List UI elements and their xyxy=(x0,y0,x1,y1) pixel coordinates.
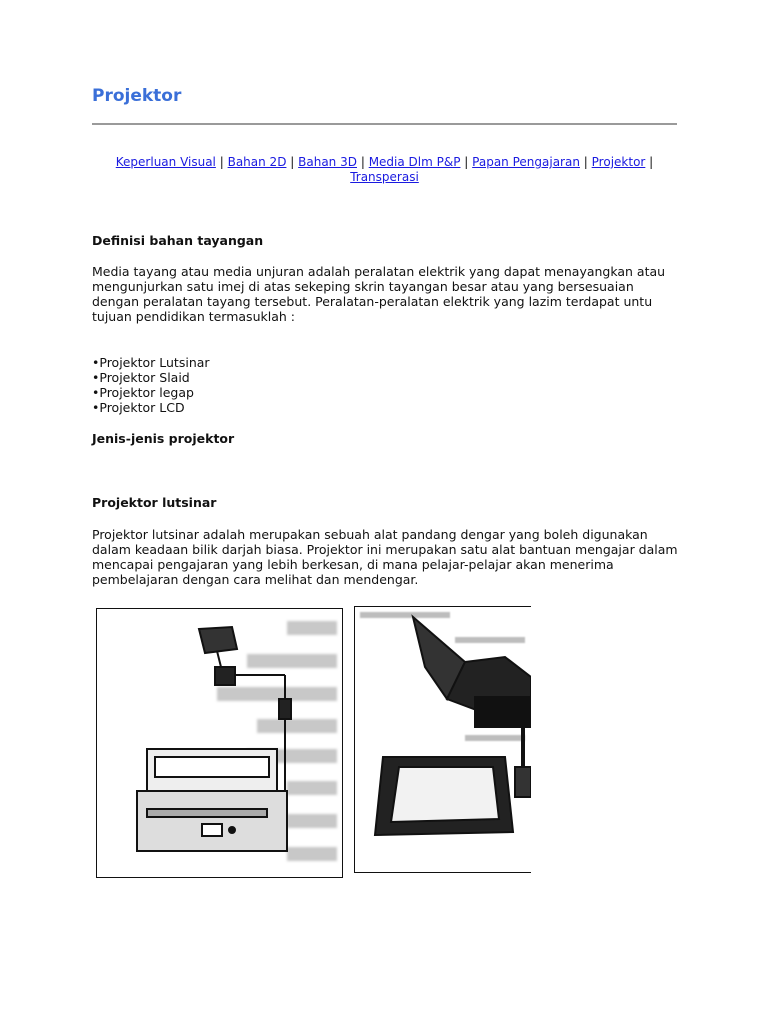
heading-definisi: Definisi bahan tayangan xyxy=(92,233,264,248)
nav-links xyxy=(92,155,677,185)
list-item: • Projektor legap xyxy=(92,385,210,400)
list-item: • Projektor Slaid xyxy=(92,370,210,385)
paragraph-definisi: Media tayang atau media unjuran adalah peralatan elektrik yang dapat menayangkan atau mengunjurkan satu imej di atas sekeping skrin tayangan besar atau yang bersesuaian dengan peralatan tayang tersebut. Peralatan-peralatan elektrik yang lazim terdapat untu tujuan pendidikan termasuklah : xyxy=(92,264,666,324)
nav-link-keperluan-visual[interactable]: Keperluan Visual xyxy=(115,155,216,169)
projector-list xyxy=(92,355,210,415)
nav-link-transperasi[interactable]: Transperasi xyxy=(350,170,419,184)
nav-separator: | xyxy=(219,155,224,169)
nav-separator: | xyxy=(290,155,295,169)
heading-jenis: Jenis-jenis projektor xyxy=(92,431,235,446)
nav-link-media-dlm-pp[interactable]: Media Dlm P&P xyxy=(368,155,461,169)
list-item: • Projektor Lutsinar xyxy=(92,355,210,370)
heading-lutsinar: Projektor lutsinar xyxy=(92,495,217,510)
list-item: • Projektor LCD xyxy=(92,400,210,415)
nav-separator: | xyxy=(464,155,469,169)
nav-separator: | xyxy=(360,155,365,169)
nav-separator: | xyxy=(649,155,654,169)
nav-link-bahan-2d[interactable]: Bahan 2D xyxy=(227,155,287,169)
overhead-projector-image xyxy=(96,608,343,878)
nav-link-papan-pengajaran[interactable]: Papan Pengajaran xyxy=(472,155,580,169)
nav-link-projektor[interactable]: Projektor xyxy=(591,155,646,169)
nav-separator: | xyxy=(583,155,588,169)
title-divider xyxy=(92,123,677,125)
nav-link-bahan-3d[interactable]: Bahan 3D xyxy=(298,155,357,169)
page-title: Projektor xyxy=(92,86,182,106)
projector-head-image xyxy=(354,606,531,873)
paragraph-lutsinar: Projektor lutsinar adalah merupakan sebuah alat pandang dengar yang boleh digunakan dalam keadaan bilik darjah biasa. Projektor ini merupakan satu alat bantuan mengajar dalam mencapai pengajaran yang lebih berkesan, di mana pelajar-pelajar akan menerima pembelajaran dengan cara melihat dan mendengar. xyxy=(92,527,678,587)
